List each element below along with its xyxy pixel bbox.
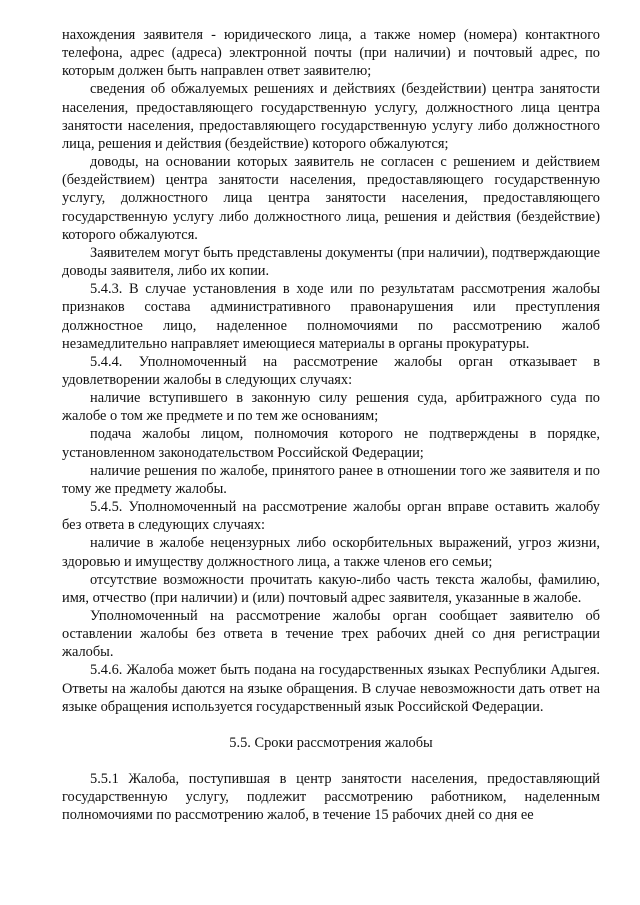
paragraph-obscene-language: наличие в жалобе нецензурных либо оскорбительных выражений, угроз жизни, здоровью и имуществу должностного лица, а также членов его семьи; (62, 535, 600, 570)
paragraph-contact-info: нахождения заявителя - юридического лица, а также номер (номера) контактного телефона, адрес (адреса) электронной почты (при наличии) и почтовый адрес, по которым должен быть направлен ответ заявителю; (62, 27, 600, 80)
paragraph-unreadable-text: отсутствие возможности прочитать какую-либо часть текста жалобы, фамилию, имя, отчество (при наличии) и (или) почтовый адрес заявителя, указанные в жалобе. (62, 571, 600, 606)
spacer (62, 752, 600, 770)
section-heading: 5.5. Сроки рассмотрения жалобы (229, 734, 433, 751)
paragraph-arguments: доводы, на основании которых заявитель не согласен с решением и действием (бездействием) центра занятости населения, предоставляющего государственную услугу, должностного лица центра занятости населения, предоставляющего государственную услугу либо должностного лица, решения и действия (бездействие) которого обжалуются. (62, 154, 600, 243)
paragraph-appealed-decisions: сведения об обжалуемых решениях и действиях (бездействии) центра занятости населения, предоставляющего государственную услугу, должностного лица центра занятости населения, предоставляющего государственную услугу либо должностного лица, решения и действия (бездействие) которого обжалуются; (62, 81, 600, 152)
spacer (62, 716, 600, 734)
paragraph-5-4-3: 5.4.3. В случае установления в ходе или по результатам рассмотрения жалобы признаков состава административного правонарушения или преступления должностное лицо, наделенное полномочиями по рассмотрению жалоб незамедлительно направляет имеющиеся материалы в органы прокуратуры. (62, 281, 600, 352)
paragraph-prior-decision: наличие решения по жалобе, принятого ранее в отношении того же заявителя и по тому же предмету жалобы. (62, 462, 600, 497)
paragraph-5-4-5: 5.4.5. Уполномоченный на рассмотрение жалобы орган вправе оставить жалобу без ответа в следующих случаях: (62, 499, 600, 534)
paragraph-supporting-documents: Заявителем могут быть представлены документы (при наличии), подтверждающие доводы заявителя, либо их копии. (62, 244, 600, 280)
paragraph-5-5-1: 5.5.1 Жалоба, поступившая в центр занятости населения, предоставляющий государственную услугу, подлежит рассмотрению работником, наделенным полномочиями по рассмотрению жалоб, в течение 15 рабочих дней со дня ее (62, 771, 600, 824)
paragraph-5-4-6: 5.4.6. Жалоба может быть подана на государственных языках Республики Адыгея. Ответы на жалобы даются на языке обращения. В случае невозможности дать ответ на языке обращения используется государственный язык Российской Федерации. (62, 662, 600, 715)
paragraph-notification: Уполномоченный на рассмотрение жалобы орган сообщает заявителю об оставлении жалобы без ответа в течение трех рабочих дней со дня регистрации жалобы. (62, 608, 600, 661)
paragraph-court-decision: наличие вступившего в законную силу решения суда, арбитражного суда по жалобе о том же предмете и по тем же основаниям; (62, 390, 600, 425)
paragraph-unconfirmed-authority: подача жалобы лицом, полномочия которого не подтверждены в порядке, установленном законодательством Российской Федерации; (62, 426, 600, 461)
paragraph-5-4-4: 5.4.4. Уполномоченный на рассмотрение жалобы орган отказывает в удовлетворении жалобы в следующих случаях: (62, 353, 600, 388)
